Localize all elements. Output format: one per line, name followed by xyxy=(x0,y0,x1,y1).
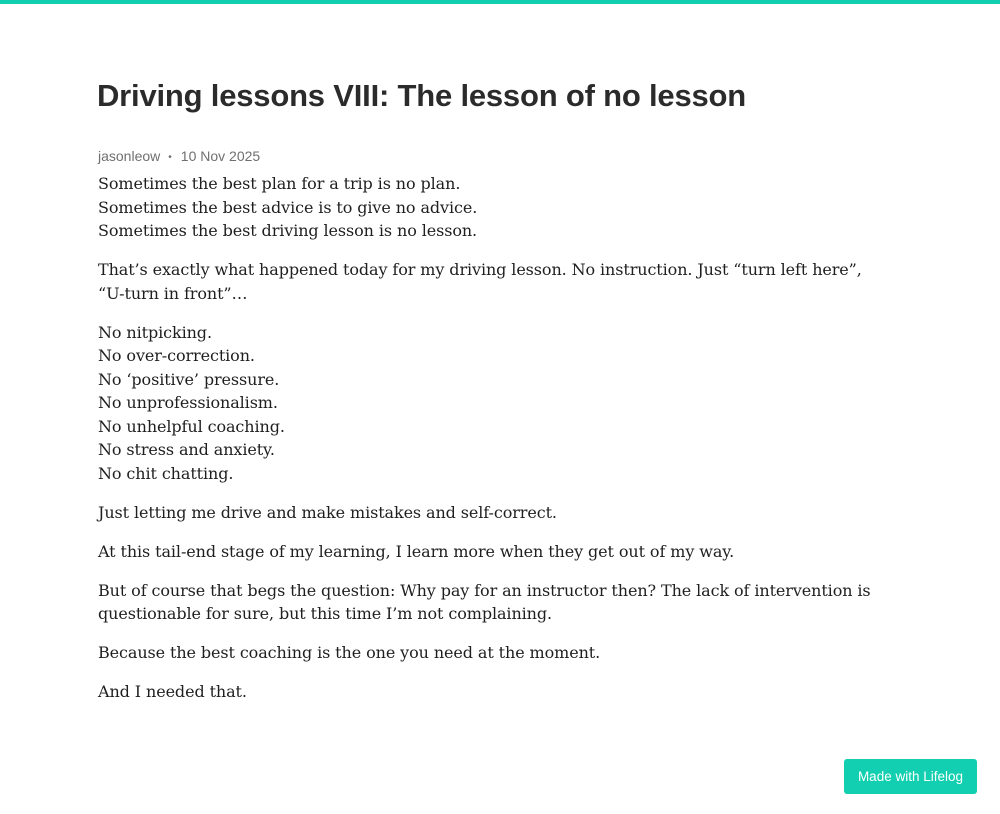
made-with-lifelog-button[interactable]: Made with Lifelog xyxy=(844,759,977,794)
paragraph xyxy=(98,641,888,665)
paragraph xyxy=(98,579,888,626)
paragraph-line: Sometimes the best plan for a trip is no plan. xyxy=(98,174,461,193)
paragraph-line: That’s exactly what happened today for my driving lesson. No instruction. Just “turn left here”, “U-turn in front”… xyxy=(98,260,862,303)
paragraph-line: And I needed that. xyxy=(98,682,247,701)
paragraph xyxy=(98,501,888,525)
author-link[interactable]: jasonleow xyxy=(98,148,161,164)
paragraph xyxy=(98,321,888,486)
paragraph-line: But of course that begs the question: Why pay for an instructor then? The lack of intervention is questionable for sure, but this time I’m not complaining. xyxy=(98,580,871,623)
paragraph-line: No unprofessionalism. xyxy=(98,393,278,412)
paragraph-line: No stress and anxiety. xyxy=(98,440,275,459)
paragraph xyxy=(98,680,888,704)
paragraph-line: No ‘positive’ pressure. xyxy=(98,369,280,389)
paragraph-line: No over-correction. xyxy=(98,346,255,365)
paragraph-line: Just letting me drive and make mistakes and self-correct. xyxy=(98,502,557,522)
post-meta xyxy=(98,146,260,169)
post-body xyxy=(98,172,888,719)
paragraph-line: Because the best coaching is the one you need at the moment. xyxy=(98,643,601,662)
paragraph xyxy=(98,258,888,305)
post-date: 10 Nov 2025 xyxy=(180,148,261,164)
paragraph xyxy=(98,540,888,564)
paragraph-line: No chit chatting. xyxy=(98,463,234,483)
paragraph-line: Sometimes the best advice is to give no advice. xyxy=(98,197,478,217)
meta-separator: • xyxy=(168,152,172,163)
paragraph xyxy=(98,172,888,243)
top-accent-bar xyxy=(0,0,1000,4)
paragraph-line: At this tail-end stage of my learning, I learn more when they get out of my way. xyxy=(98,541,735,561)
paragraph-line: No nitpicking. xyxy=(98,322,212,342)
paragraph-line: Sometimes the best driving lesson is no lesson. xyxy=(98,221,478,240)
post-title: Driving lessons VIII: The lesson of no lesson xyxy=(97,78,747,113)
paragraph-line: No unhelpful coaching. xyxy=(98,416,285,436)
